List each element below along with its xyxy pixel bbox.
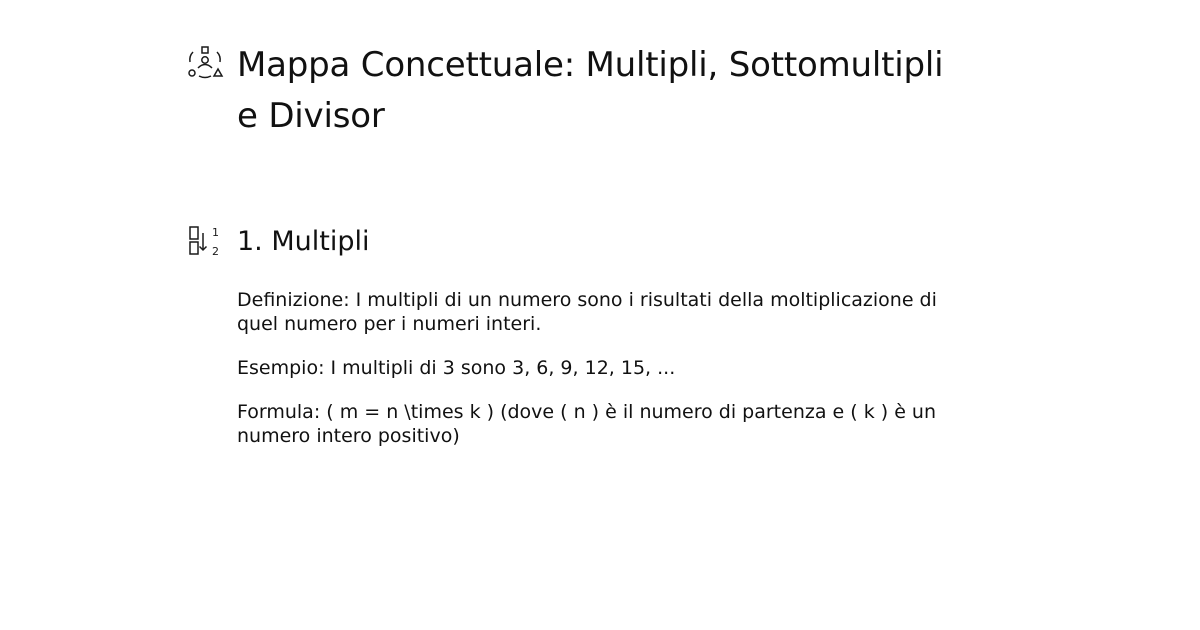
section-heading-row	[185, 224, 369, 260]
section-title: 1. Multipli	[237, 226, 370, 257]
page-title: Mappa Concettuale: Multipli, Sottomultipli e Divisor	[237, 45, 944, 136]
definition-paragraph: Definizione: I multipli di un numero sono i risultati della moltiplicazione di quel numero per i numeri interi.	[237, 289, 937, 335]
sort-numeric-icon	[185, 224, 225, 260]
concept-map-icon	[185, 44, 225, 84]
formula-paragraph: Formula: ( m = n \times k ) (dove ( n ) è il numero di partenza e ( k ) è un numero intero positivo)	[237, 401, 937, 447]
svg-text:1: 1	[212, 226, 219, 239]
section-content	[237, 288, 977, 468]
title-row	[185, 40, 965, 142]
svg-text:2: 2	[212, 245, 219, 258]
example-paragraph: Esempio: I multipli di 3 sono 3, 6, 9, 12, 15, ...	[237, 357, 676, 379]
